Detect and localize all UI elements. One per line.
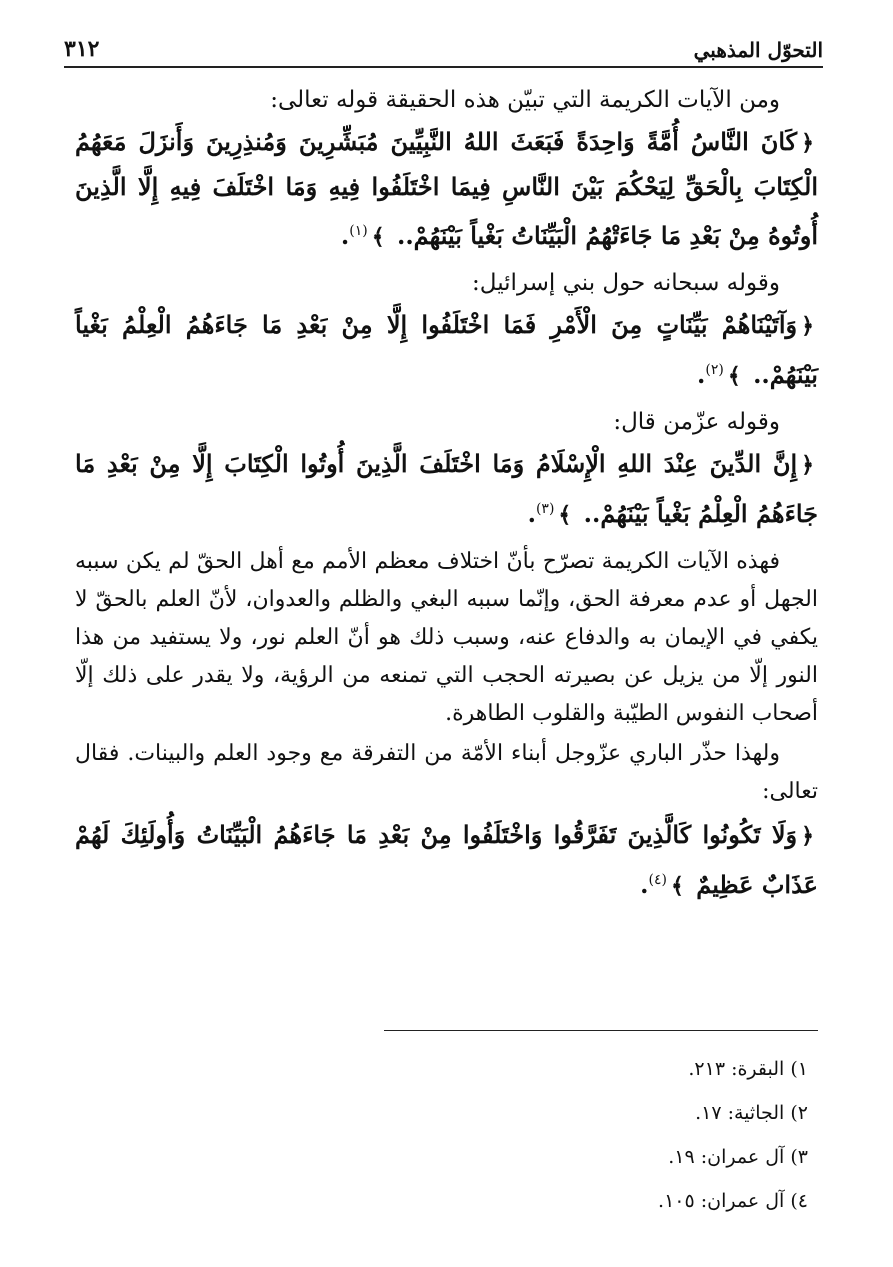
page-header (64, 26, 823, 68)
footnote-ref: (٤) (648, 872, 667, 888)
footnote: ١) البقرة: ٢١٣. (688, 1058, 808, 1080)
verse-open-bracket: ﴿ (801, 823, 814, 849)
page-body (75, 82, 818, 914)
body-paragraph (75, 543, 818, 733)
running-title: التحوّل المذهبي (693, 38, 823, 62)
verse-close-bracket: ﴾ (727, 363, 741, 389)
body-paragraph (75, 735, 818, 811)
verse-close-bracket: ﴾ (558, 502, 572, 528)
verse-close-bracket: ﴾ (670, 873, 684, 899)
page-number: ٣١٢ (64, 36, 100, 62)
verse-text: وَآتَيْنَاهُمْ بَيِّنَاتٍ مِنَ الْأَمْرِ فَمَا اخْتَلَفُوا إِلَّا مِنْ بَعْدِ مَا جَاءَهُمُ الْعِلْمُ بَغْياً بَيْنَهُمْ.. (75, 310, 818, 389)
verse-text: إِنَّ الدِّينَ عِنْدَ اللهِ الْإِسْلَامُ وَمَا اخْتَلَفَ الَّذِينَ أُوتُوا الْكِتَابَ إِلَّا مِنْ بَعْدِ مَا جَاءَهُمُ الْعِلْمُ بَغْياً بَيْنَهُمْ.. (75, 449, 818, 528)
quran-verse: ﴿وَآتَيْنَاهُمْ بَيِّنَاتٍ مِنَ الْأَمْرِ فَمَا اخْتَلَفُوا إِلَّا مِنْ بَعْدِ مَا جَاءَهُمُ الْعِلْمُ بَغْياً بَيْنَهُمْ.. ﴾$^{(٢)}$. (75, 310, 818, 389)
footnote: ٣) آل عمران: ١٩. (668, 1146, 808, 1168)
paragraph-text: فهذه الآيات الكريمة تصرّح بأنّ اختلاف معظم الأمم مع أهل الحقّ لم يكن سببه الجهل أو عدم معرفة الحق، وإنّما سببه البغي والظلم والعدوان، لأنّ العلم بالحقّ لا يكفي في الإيمان به والدفاع عنه، وسبب ذلك هو أنّ العلم نور، ولا يستفيد من هذا النور إلّا من يزيل عن بصيرته الحجب التي تمنعه من الرؤية، ولا يقدر على ذلك إلّا أصحاب النفوس الطيّبة والقلوب الطاهرة. (75, 549, 818, 726)
quran-verse: ﴿إِنَّ الدِّينَ عِنْدَ اللهِ الْإِسْلَامُ وَمَا اخْتَلَفَ الَّذِينَ أُوتُوا الْكِتَابَ إِلَّا مِنْ بَعْدِ مَا جَاءَهُمُ الْعِلْمُ بَغْياً بَيْنَهُمْ.. ﴾$^{(٣)}$. (75, 449, 818, 528)
verse-open-bracket: ﴿ (801, 452, 814, 478)
footnote-divider (384, 1030, 818, 1031)
verse-text: وَلَا تَكُونُوا كَالَّذِينَ تَفَرَّقُوا وَاخْتَلَفُوا مِنْ بَعْدِ مَا جَاءَهُمُ الْبَيِّنَاتُ وَأُولَئِكَ لَهُمْ عَذَابٌ عَظِيمٌ (75, 820, 818, 899)
verse-open-bracket: ﴿ (801, 313, 814, 339)
footnote-ref: (٢) (705, 362, 724, 378)
intro-line: وقوله عزّمن قال: (613, 409, 780, 435)
quran-verse: ﴿وَلَا تَكُونُوا كَالَّذِينَ تَفَرَّقُوا وَاخْتَلَفُوا مِنْ بَعْدِ مَا جَاءَهُمُ الْبَيِّنَاتُ وَأُولَئِكَ لَهُمْ عَذَابٌ عَظِيمٌ ﴾$^{(٤)}$. (75, 820, 818, 899)
verse-open-bracket: ﴿ (801, 130, 814, 156)
footnotes (658, 1054, 808, 1230)
footnote: ٢) الجاثية: ١٧. (695, 1102, 808, 1124)
intro-line: وقوله سبحانه حول بني إسرائيل: (472, 270, 780, 296)
paragraph-text: ولهذا حذّر الباري عزّوجل أبناء الأمّة من التفرقة مع وجود العلم والبينات. فقال تعالى: (75, 741, 818, 804)
verse-close-bracket: ﴾ (371, 224, 385, 250)
quran-verse: ﴿كَانَ النَّاسُ أُمَّةً وَاحِدَةً فَبَعَثَ اللهُ النَّبِيِّينَ مُبَشِّرِينَ وَمُنذِرِينَ وَأَنزَلَ مَعَهُمُ الْكِتَابَ بِالْحَقِّ لِيَحْكُمَ بَيْنَ النَّاسِ فِيمَا اخْتَلَفُوا فِيهِ وَمَا اخْتَلَفَ فِيهِ إِلَّا الَّذِينَ أُوتُوهُ مِنْ بَعْدِ مَا جَاءَتْهُمُ الْبَيِّنَاتُ بَغْياً بَيْنَهُمْ.. ﴾$^{(١)}$. (75, 127, 818, 250)
intro-line: ومن الآيات الكريمة التي تبيّن هذه الحقيقة قوله تعالى: (270, 87, 780, 113)
verse-text: كَانَ النَّاسُ أُمَّةً وَاحِدَةً فَبَعَثَ اللهُ النَّبِيِّينَ مُبَشِّرِينَ وَمُنذِرِينَ وَأَنزَلَ مَعَهُمُ الْكِتَابَ بِالْحَقِّ لِيَحْكُمَ بَيْنَ النَّاسِ فِيمَا اخْتَلَفُوا فِيهِ وَمَا اخْتَلَفَ فِيهِ إِلَّا الَّذِينَ أُوتُوهُ مِنْ بَعْدِ مَا جَاءَتْهُمُ الْبَيِّنَاتُ بَغْياً بَيْنَهُمْ.. (75, 127, 818, 250)
footnote-ref: (٣) (535, 501, 555, 517)
footnote: ٤) آل عمران: ١٠٥. (658, 1190, 808, 1212)
footnote-ref: (١) (349, 223, 368, 239)
